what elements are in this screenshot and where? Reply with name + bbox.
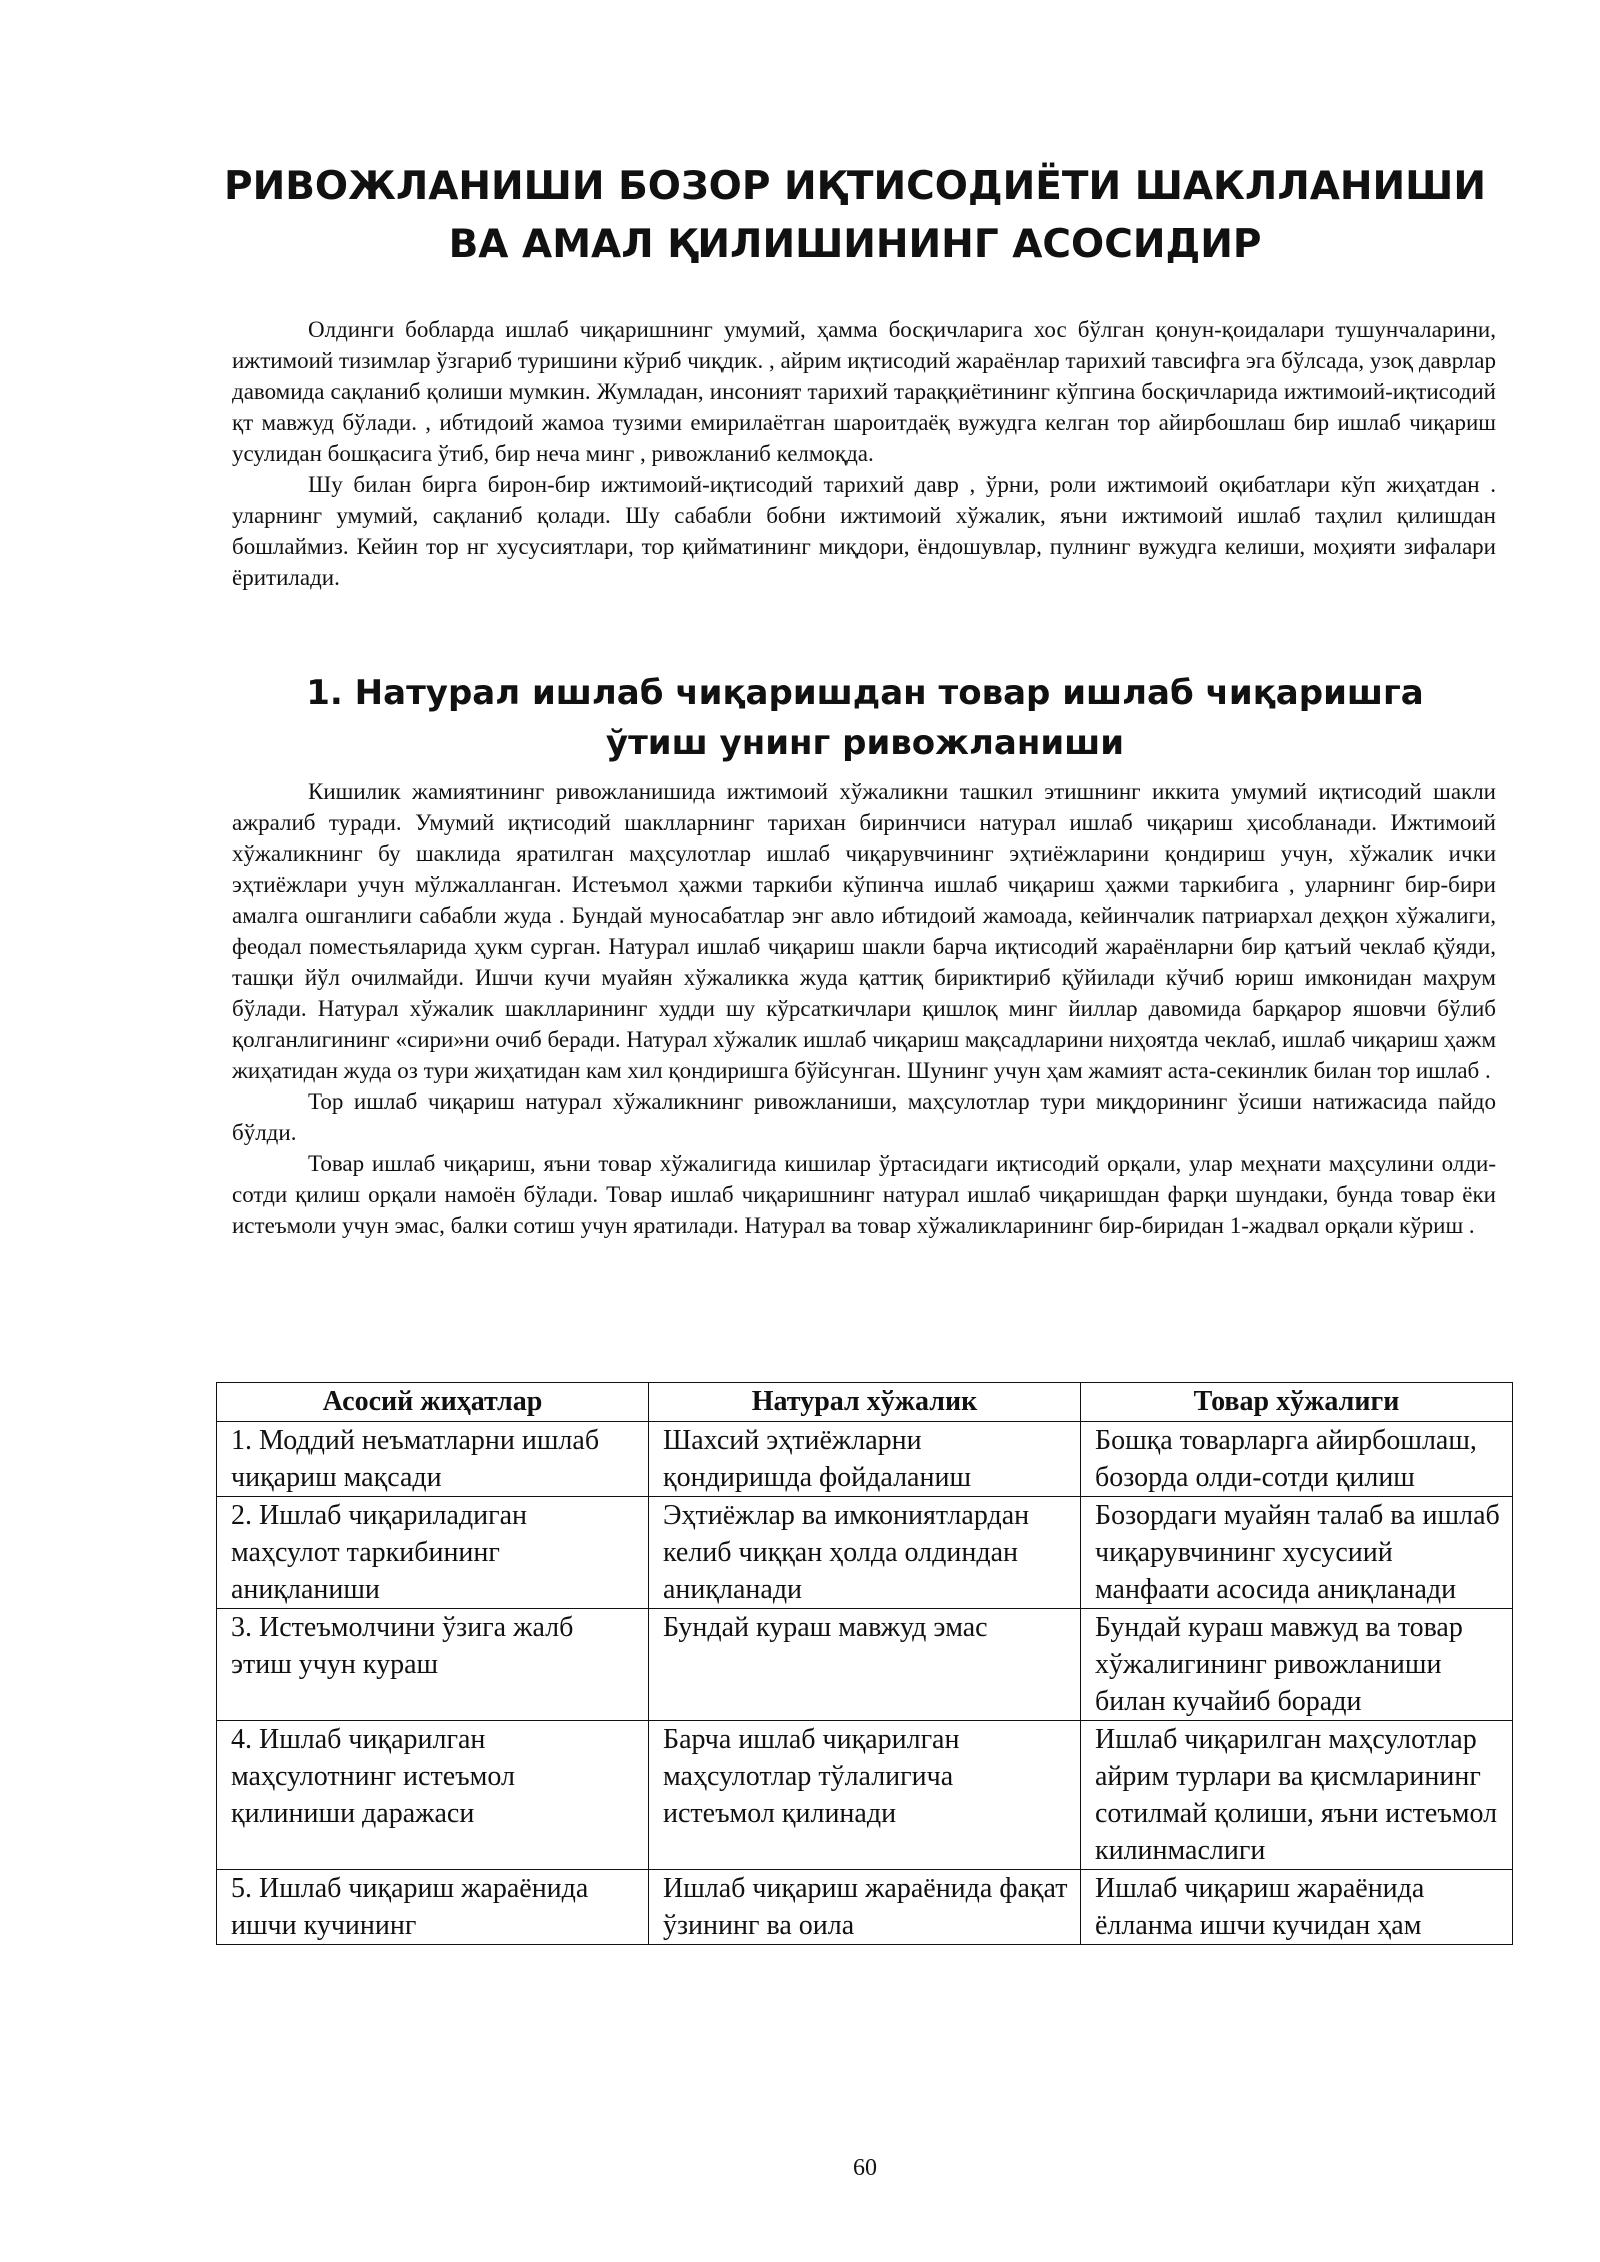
table-row — [217, 1497, 1513, 1609]
page-number: 60 — [853, 2155, 877, 2181]
section-paragraph-2: Тор ишлаб чиқариш натурал хўжаликнинг ривожланиши, маҳсулотлар тури миқдорининг ўсиши натижасида пайдо бўлди. — [232, 1089, 1496, 1145]
table-row — [217, 1609, 1513, 1721]
section-paragraph-1: Кишилик жамиятининг ривожланишида ижтимоий хўжаликни ташкил этишнинг иккита умумий иқтисодий шакли ажралиб туради. Умумий иқтисодий шаклларнинг тарихан биринчиси натурал ишлаб чиқариш ҳисобланади. Ижтимоий хўжаликнинг бу шаклида яратилган маҳсулотлар ишлаб чиқарувчининг эҳтиёжларини қондириш учун, хўжалик ички эҳтиёжлари учун мўлжалланган. Истеъмол ҳажми таркиби кўпинча ишлаб чиқариш ҳажми таркибига , уларнинг бир-бири амалга ошганлиги сабабли жуда . Бундай муносабатлар энг авло ибтидоий жамоада, кейинчалик патриархал деҳқон хўжалиги, феодал поместьяларида ҳукм сурган. Натурал ишлаб чиқариш шакли барча иқтисодий жараёнларни бир қатъий чеклаб қўяди, ташқи йўл очилмайди. Ишчи кучи муайян хўжаликка жуда қаттиқ бириктириб қўйилади кўчиб юриш имконидан маҳрум бўлади. Натурал хўжалик шаклларининг худди шу кўрсаткичлари қишлоқ минг йиллар давомида барқарор яшовчи бўлиб қолганлигининг «сири»ни очиб беради. Натурал хўжалик ишлаб чиқариш мақсадларини ниҳоятда чеклаб, ишлаб чиқариш ҳажм жиҳатидан жуда оз тури жиҳатидан кам хил қондиришга бўйсунган. Шунинг учун ҳам жамият аста-секинлик билан тор ишлаб . — [232, 779, 1496, 1083]
section-heading-line-1: 1. Натурал ишлаб чиқаришдан товар ишлаб чиқаришга — [306, 673, 1424, 713]
table-cell: 3. Истеъмолчини ўзига жалб этиш учун кураш — [217, 1609, 649, 1721]
table-cell: Барча ишлаб чиқарилган маҳсулотлар тўлалигича истеъмол қилинади — [649, 1721, 1081, 1870]
table-header-commodity-economy: Товар хўжалиги — [1081, 1383, 1513, 1422]
table-cell: 5. Ишлаб чиқариш жараёнида ишчи кучининг — [217, 1870, 649, 1945]
table-header-row — [217, 1383, 1513, 1422]
table-cell: Шахсий эҳтиёжларни қондиришда фойдаланиш — [649, 1422, 1081, 1497]
intro-paragraph-2: Шу билан бирга бирон-бир ижтимоий-иқтисодий тарихий давр , ўрни, роли ижтимоий оқибатлари кўп жиҳатдан . уларнинг умумий, сақланиб қолади. Шу сабабли бобни ижтимоий хўжалик, яъни ижтимоий ишлаб таҳлил қилишдан бошлаймиз. Кейин тор нг хусусиятлари, тор қийматининг миқдори, ёндошувлар, пулнинг вужудга келиши, моҳияти зифалари ёритилади. — [232, 472, 1496, 590]
section-heading-line-2: ўтиш унинг ривожланиши — [605, 723, 1125, 763]
table-cell: 2. Ишлаб чиқариладиган маҳсулот таркибининг аниқланиши — [217, 1497, 649, 1609]
table-cell: Бошқа товарларга айирбошлаш, бозорда олди-сотди қилиш — [1081, 1422, 1513, 1497]
table-cell: 1. Моддий неъматларни ишлаб чиқариш мақсади — [217, 1422, 649, 1497]
comparison-table — [216, 1382, 1513, 1945]
table-row — [217, 1422, 1513, 1497]
table-cell: Бундай кураш мавжуд ва товар хўжалигининг ривожланиши билан кучайиб боради — [1081, 1609, 1513, 1721]
table-cell: Эҳтиёжлар ва имкониятлардан келиб чиққан ҳолда олдиндан аниқланади — [649, 1497, 1081, 1609]
intro-text — [232, 314, 1496, 593]
section-heading — [250, 668, 1480, 768]
table-cell: Бундай кураш мавжуд эмас — [649, 1609, 1081, 1721]
table-cell: Ишлаб чиқариш жараёнида ёлланма ишчи кучидан ҳам — [1081, 1870, 1513, 1945]
page-title-line-1: РИВОЖЛАНИШИ БОЗОР ИҚТИСОДИЁТИ ШАКЛЛАНИШИ — [223, 164, 1486, 209]
table-cell: Ишлаб чиқарилган маҳсулотлар айрим турлари ва қисмларининг сотилмай қолиши, яъни истеъмол килинмаслиги — [1081, 1721, 1513, 1870]
section-text — [232, 776, 1496, 1241]
table-cell: Ишлаб чиқариш жараёнида фақат ўзининг ва оила — [649, 1870, 1081, 1945]
table-cell: Бозордаги муайян талаб ва ишлаб чиқарувчининг хусусиий манфаати асосида аниқланади — [1081, 1497, 1513, 1609]
page-title-line-2: ВА АМАЛ ҚИЛИШИНИНГ АСОСИДИР — [448, 222, 1262, 267]
table-row — [217, 1870, 1513, 1945]
intro-paragraph-1: Олдинги бобларда ишлаб чиқаришнинг умумий, ҳамма босқичларига хос бўлган қонун-қоидалари тушунчаларини, ижтимоий тизимлар ўзгариб туришини кўриб чиқдик. , айрим иқтисодий жараёнлар тарихий тавсифга эга бўлсада, узоқ даврлар давомида сақланиб қолиши мумкин. Жумладан, инсоният тарихий тараққиётининг кўпгина босқичларида ижтимоий-иқтисодий қт мавжуд бўлади. , ибтидоий жамоа тузими емирилаётган шароитдаёқ вужудга келган тор айирбошлаш бир ишлаб чиқариш усулидан бошқасига ўтиб, бир неча минг , ривожланиб келмоқда. — [232, 317, 1496, 466]
table-header-aspects: Асосий жиҳатлар — [217, 1383, 649, 1422]
table-row — [217, 1721, 1513, 1870]
table-header-natural-economy: Натурал хўжалик — [649, 1383, 1081, 1422]
page-title — [200, 158, 1510, 274]
table-cell: 4. Ишлаб чиқарилган маҳсулотнинг истеъмол қилиниши даражаси — [217, 1721, 649, 1870]
section-paragraph-3: Товар ишлаб чиқариш, яъни товар хўжалигида кишилар ўртасидаги иқтисодий орқали, улар меҳнати маҳсулини олди-сотди қилиш орқали намоён бўлади. Товар ишлаб чиқаришнинг натурал ишлаб чиқаришдан фарқи шундаки, бунда товар ёки истеъмоли учун эмас, балки сотиш учун яратилади. Натурал ва товар хўжаликларининг бир-биридан 1-жадвал орқали кўриш . — [232, 1151, 1496, 1238]
